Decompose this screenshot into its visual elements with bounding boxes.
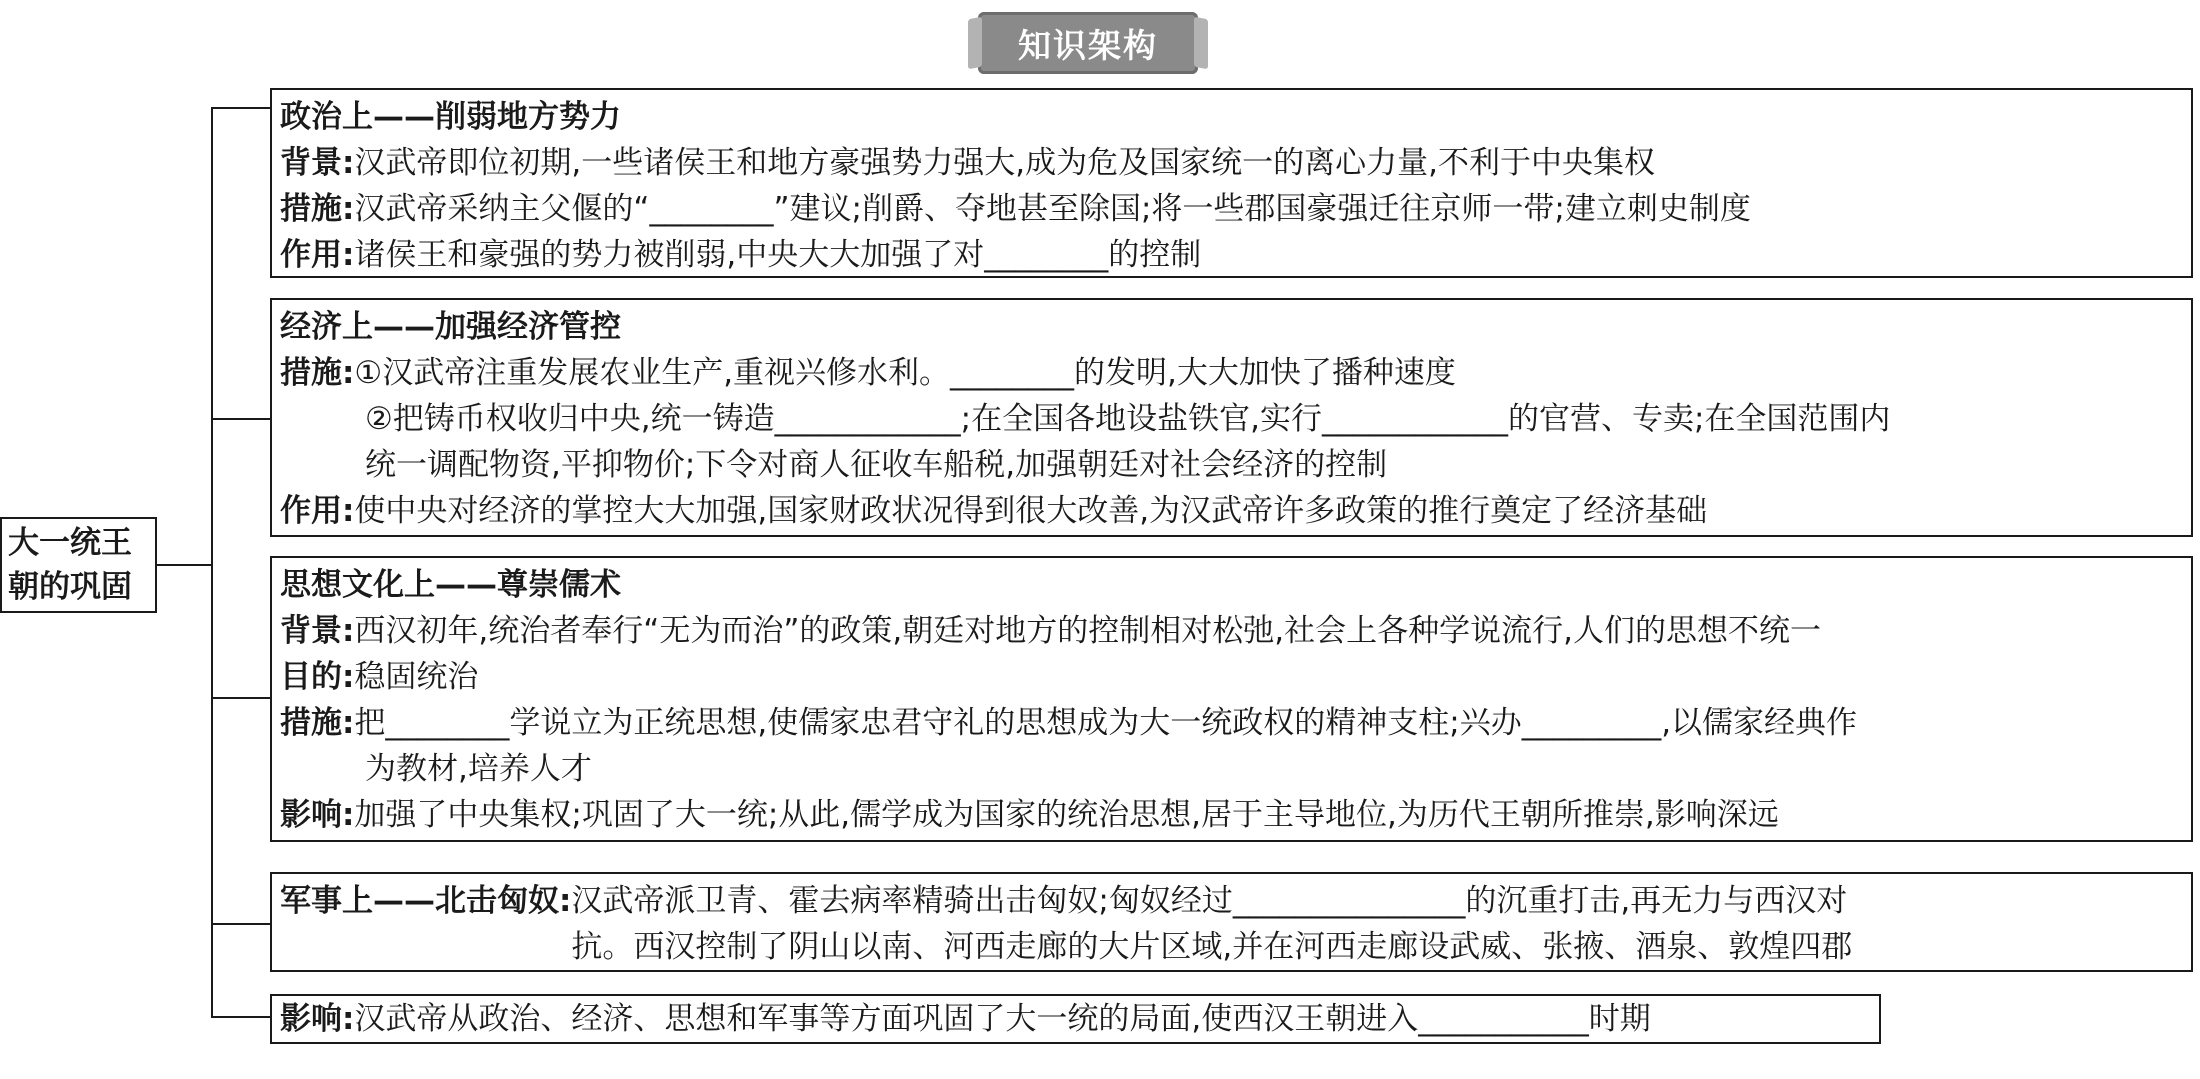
military-line1: 汉武帝派卫青、霍去病率精骑出击匈奴;匈奴经过_______________的沉重打击,再无力与西汉对 xyxy=(571,883,1848,919)
connector-trunk xyxy=(211,107,213,1018)
overall-impact-label: 影响: xyxy=(280,1001,355,1037)
culture-title: 思想文化上——尊崇儒术 xyxy=(280,567,621,603)
politics-title: 政治上——削弱地方势力 xyxy=(280,99,621,135)
military-section xyxy=(270,872,2193,972)
economy-effect-text: 使中央对经济的掌控大大加强,国家财政状况得到很大改善,为汉武帝许多政策的推行奠定了经济基础 xyxy=(354,493,1708,529)
economy-title: 经济上——加强经济管控 xyxy=(280,309,621,345)
politics-background-text: 汉武帝即位初期,一些诸侯王和地方豪强势力强大,成为危及国家统一的离心力量,不利于中央集权 xyxy=(354,145,1655,181)
politics-effect-row xyxy=(280,232,2183,278)
economy-measure-label: 措施: xyxy=(280,355,355,391)
connector-politics xyxy=(211,107,271,109)
culture-purpose-label: 目的: xyxy=(280,659,355,695)
politics-background-label: 背景: xyxy=(280,145,355,181)
economy-measure-2a: ②把铸币权收归中央,统一铸造____________;在全国各地设盐铁官,实行____________的官营、专卖;在全国范围内 xyxy=(365,401,1891,437)
connector-economy xyxy=(211,418,271,420)
overall-impact-row xyxy=(280,996,1871,1042)
politics-effect-label: 作用: xyxy=(280,237,355,273)
economy-section xyxy=(270,298,2193,537)
root-node xyxy=(0,517,157,613)
culture-purpose-text: 稳固统治 xyxy=(354,659,479,695)
connector-impact xyxy=(211,1016,271,1018)
banner-right-ribbon xyxy=(1194,17,1208,69)
overall-impact-text: 汉武帝从政治、经济、思想和军事等方面巩固了大一统的局面,使西汉王朝进入___________时期 xyxy=(354,1001,1651,1037)
banner-title: 知识架构 xyxy=(1018,25,1158,65)
military-title: 军事上——北击匈奴: xyxy=(280,883,572,919)
connector-root xyxy=(157,564,212,566)
military-body xyxy=(571,878,1852,970)
connector-culture xyxy=(211,697,271,699)
politics-effect-text: 诸侯王和豪强的势力被削弱,中央大大加强了对________的控制 xyxy=(354,237,1202,273)
economy-measure-1: ①汉武帝注重发展农业生产,重视兴修水利。________的发明,大大加快了播种速度 xyxy=(354,355,1456,391)
connector-military xyxy=(211,923,271,925)
section-banner xyxy=(978,12,1198,74)
politics-measure-label: 措施: xyxy=(280,191,355,227)
culture-background-text: 西汉初年,统治者奉行“无为而治”的政策,朝廷对地方的控制相对松弛,社会上各种学说流行,人们的思想不统一 xyxy=(354,613,1821,649)
root-label-line2: 朝的巩固 xyxy=(8,569,132,605)
military-content xyxy=(280,878,2183,970)
economy-effect-row xyxy=(280,488,2183,534)
culture-measure-text-a: 把________学说立为正统思想,使儒家忠君守礼的思想成为大一统政权的精神支柱;兴办_________,以儒家经典作 xyxy=(354,705,1858,741)
culture-background-label: 背景: xyxy=(280,613,355,649)
overall-impact-section xyxy=(270,994,1881,1044)
banner-left-ribbon xyxy=(968,17,982,69)
economy-measure-row xyxy=(280,350,2183,396)
culture-section xyxy=(270,556,2193,842)
politics-measure-text: 汉武帝采纳主父偃的“________”建议;削爵、夺地甚至除国;将一些郡国豪强迁往京师一带;建立刺史制度 xyxy=(354,191,1751,227)
culture-measure-text-b: 为教材,培养人才 xyxy=(365,751,592,787)
culture-impact-row xyxy=(280,792,2183,838)
culture-impact-label: 影响: xyxy=(280,797,355,833)
politics-background-row xyxy=(280,140,2183,186)
culture-measure-row xyxy=(280,700,2183,746)
root-label-line1: 大一统王 xyxy=(8,525,132,561)
culture-measure-label: 措施: xyxy=(280,705,355,741)
culture-background-row xyxy=(280,608,2183,654)
politics-measure-row xyxy=(280,186,2183,232)
economy-effect-label: 作用: xyxy=(280,493,355,529)
politics-section xyxy=(270,88,2193,278)
culture-impact-text: 加强了中央集权;巩固了大一统;从此,儒学成为国家的统治思想,居于主导地位,为历代王朝所推崇,影响深远 xyxy=(354,797,1779,833)
economy-measure-2b: 统一调配物资,平抑物价;下令对商人征收车船税,加强朝廷对社会经济的控制 xyxy=(365,447,1388,483)
culture-purpose-row xyxy=(280,654,2183,700)
military-line2: 抗。西汉控制了阴山以南、河西走廊的大片区域,并在河西走廊设武威、张掖、酒泉、敦煌四郡 xyxy=(571,929,1853,965)
